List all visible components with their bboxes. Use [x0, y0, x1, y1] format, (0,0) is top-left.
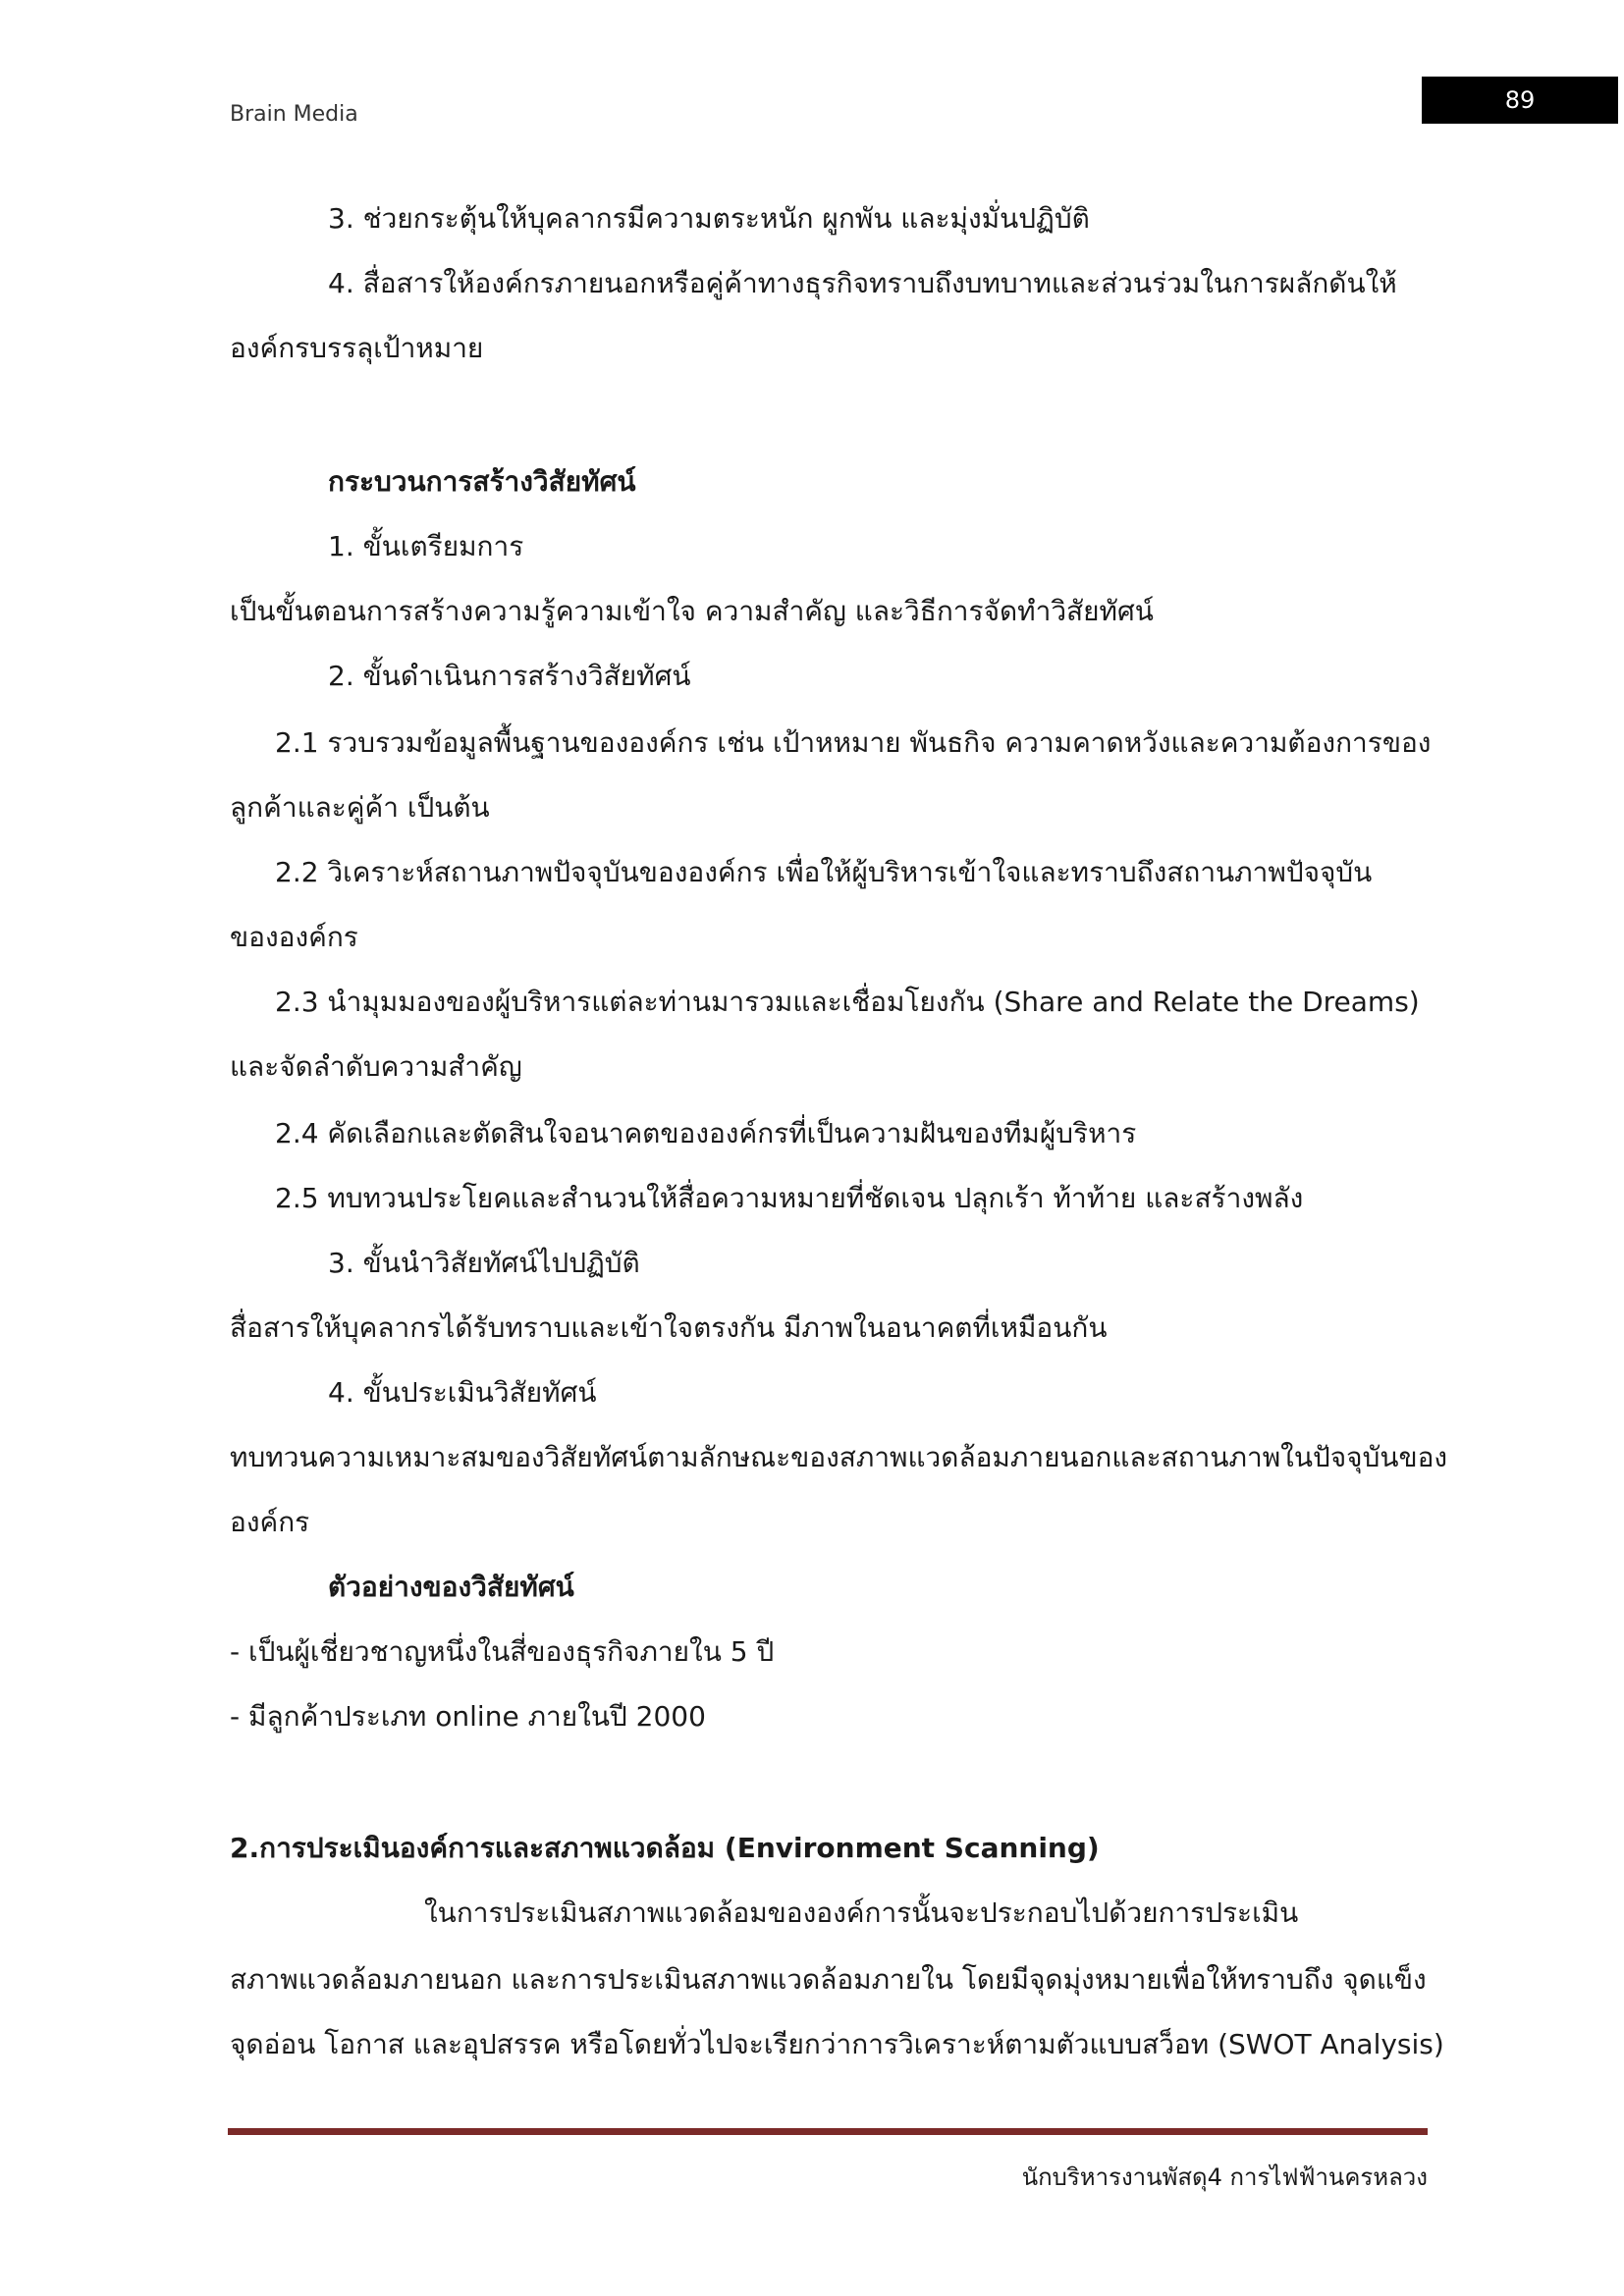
step-1-title: 1. ขั้นเตรียมการ	[328, 530, 524, 562]
step-4-desc-cont: องค์กร	[230, 1506, 310, 1538]
list-item-4: 4. สื่อสารให้องค์กรภายนอกหรือคู่ค้าทางธุรกิจทราบถึงบทบาทและส่วนร่วมในการผลักดันให้	[328, 267, 1397, 299]
step-2-1: 2.1 รวบรวมข้อมูลพื้นฐานขององค์กร เช่น เป้าหหมาย พันธกิจ ความคาดหวังและความต้องการของ	[275, 726, 1432, 759]
list-item-4-cont: องค์กรบรรลุเป้าหมาย	[230, 332, 484, 364]
step-3-desc: สื่อสารให้บุคลากรได้รับทราบและเข้าใจตรงกัน มีภาพในอนาคตที่เหมือนกัน	[230, 1311, 1108, 1344]
step-2-3-cont: และจัดลำดับความสำคัญ	[230, 1050, 522, 1083]
step-2-2-cont: ขององค์กร	[230, 921, 358, 953]
step-2-5: 2.5 ทบทวนประโยคและสำนวนให้สื่อความหมายที่ชัดเจน ปลุกเร้า ท้าท้าย และสร้างพลัง	[275, 1182, 1304, 1214]
example-item-1: - เป็นผู้เชี่ยวชาญหนึ่งในสี่ของธุรกิจภายใน 5 ปี	[230, 1635, 775, 1668]
step-1-desc: เป็นขั้นตอนการสร้างความรู้ความเข้าใจ ความสำคัญ และวิธีการจัดทำวิสัยทัศน์	[230, 595, 1154, 627]
section-heading-vision-examples: ตัวอย่างของวิสัยทัศน์	[328, 1571, 574, 1603]
step-2-1-cont: ลูกค้าและคู่ค้า เป็นต้น	[230, 791, 490, 824]
list-item-3: 3. ช่วยกระตุ้นให้บุคลากรมีความตระหนัก ผูกพัน และมุ่งมั่นปฏิบัติ	[328, 202, 1090, 235]
paragraph-line-1: ในการประเมินสภาพแวดล้อมขององค์การนั้นจะประกอบไปด้วยการประเมิน	[424, 1896, 1299, 1929]
step-2-3: 2.3 นำมุมมองของผู้บริหารแต่ละท่านมารวมและเชื่อมโยงกัน (Share and Relate the Dreams)	[275, 986, 1420, 1018]
step-2-2: 2.2 วิเคราะห์สถานภาพปัจจุบันขององค์กร เพื่อให้ผู้บริหารเข้าใจและทราบถึงสถานภาพปัจจุบัน	[275, 856, 1373, 888]
page-number-badge: 89	[1422, 77, 1618, 124]
section-heading-environment-scanning: 2.การประเมินองค์การและสภาพแวดล้อม (Environment Scanning)	[230, 1832, 1100, 1864]
step-3-title: 3. ขั้นนำวิสัยทัศน์ไปปฏิบัติ	[328, 1247, 640, 1279]
paragraph-line-2: สภาพแวดล้อมภายนอก และการประเมินสภาพแวดล้อมภายใน โดยมีจุดมุ่งหมายเพื่อให้ทราบถึง จุดแข็ง	[230, 1963, 1427, 1996]
step-4-title: 4. ขั้นประเมินวิสัยทัศน์	[328, 1376, 597, 1409]
section-heading-vision-process: กระบวนการสร้างวิสัยทัศน์	[328, 465, 636, 498]
step-2-4: 2.4 คัดเลือกและตัดสินใจอนาคตขององค์กรที่เป็นความฝันของทีมผู้บริหาร	[275, 1117, 1137, 1149]
step-4-desc: ทบทวนความเหมาะสมของวิสัยทัศน์ตามลักษณะของสภาพแวดล้อมภายนอกและสถานภาพในปัจจุบันของ	[230, 1441, 1448, 1473]
paragraph-line-3: จุดอ่อน โอกาส และอุปสรรค หรือโดยทั่วไปจะเรียกว่าการวิเคราะห์ตามตัวแบบสว็อท (SWOT Analysis)	[230, 2028, 1444, 2060]
example-item-2: - มีลูกค้าประเภท online ภายในปี 2000	[230, 1700, 706, 1733]
step-2-title: 2. ขั้นดำเนินการสร้างวิสัยทัศน์	[328, 660, 691, 692]
footer-org-text: นักบริหารงานพัสดุ4 การไฟฟ้านครหลวง	[1021, 2163, 1428, 2191]
footer-divider	[228, 2128, 1428, 2135]
publisher-name: Brain Media	[230, 102, 358, 127]
